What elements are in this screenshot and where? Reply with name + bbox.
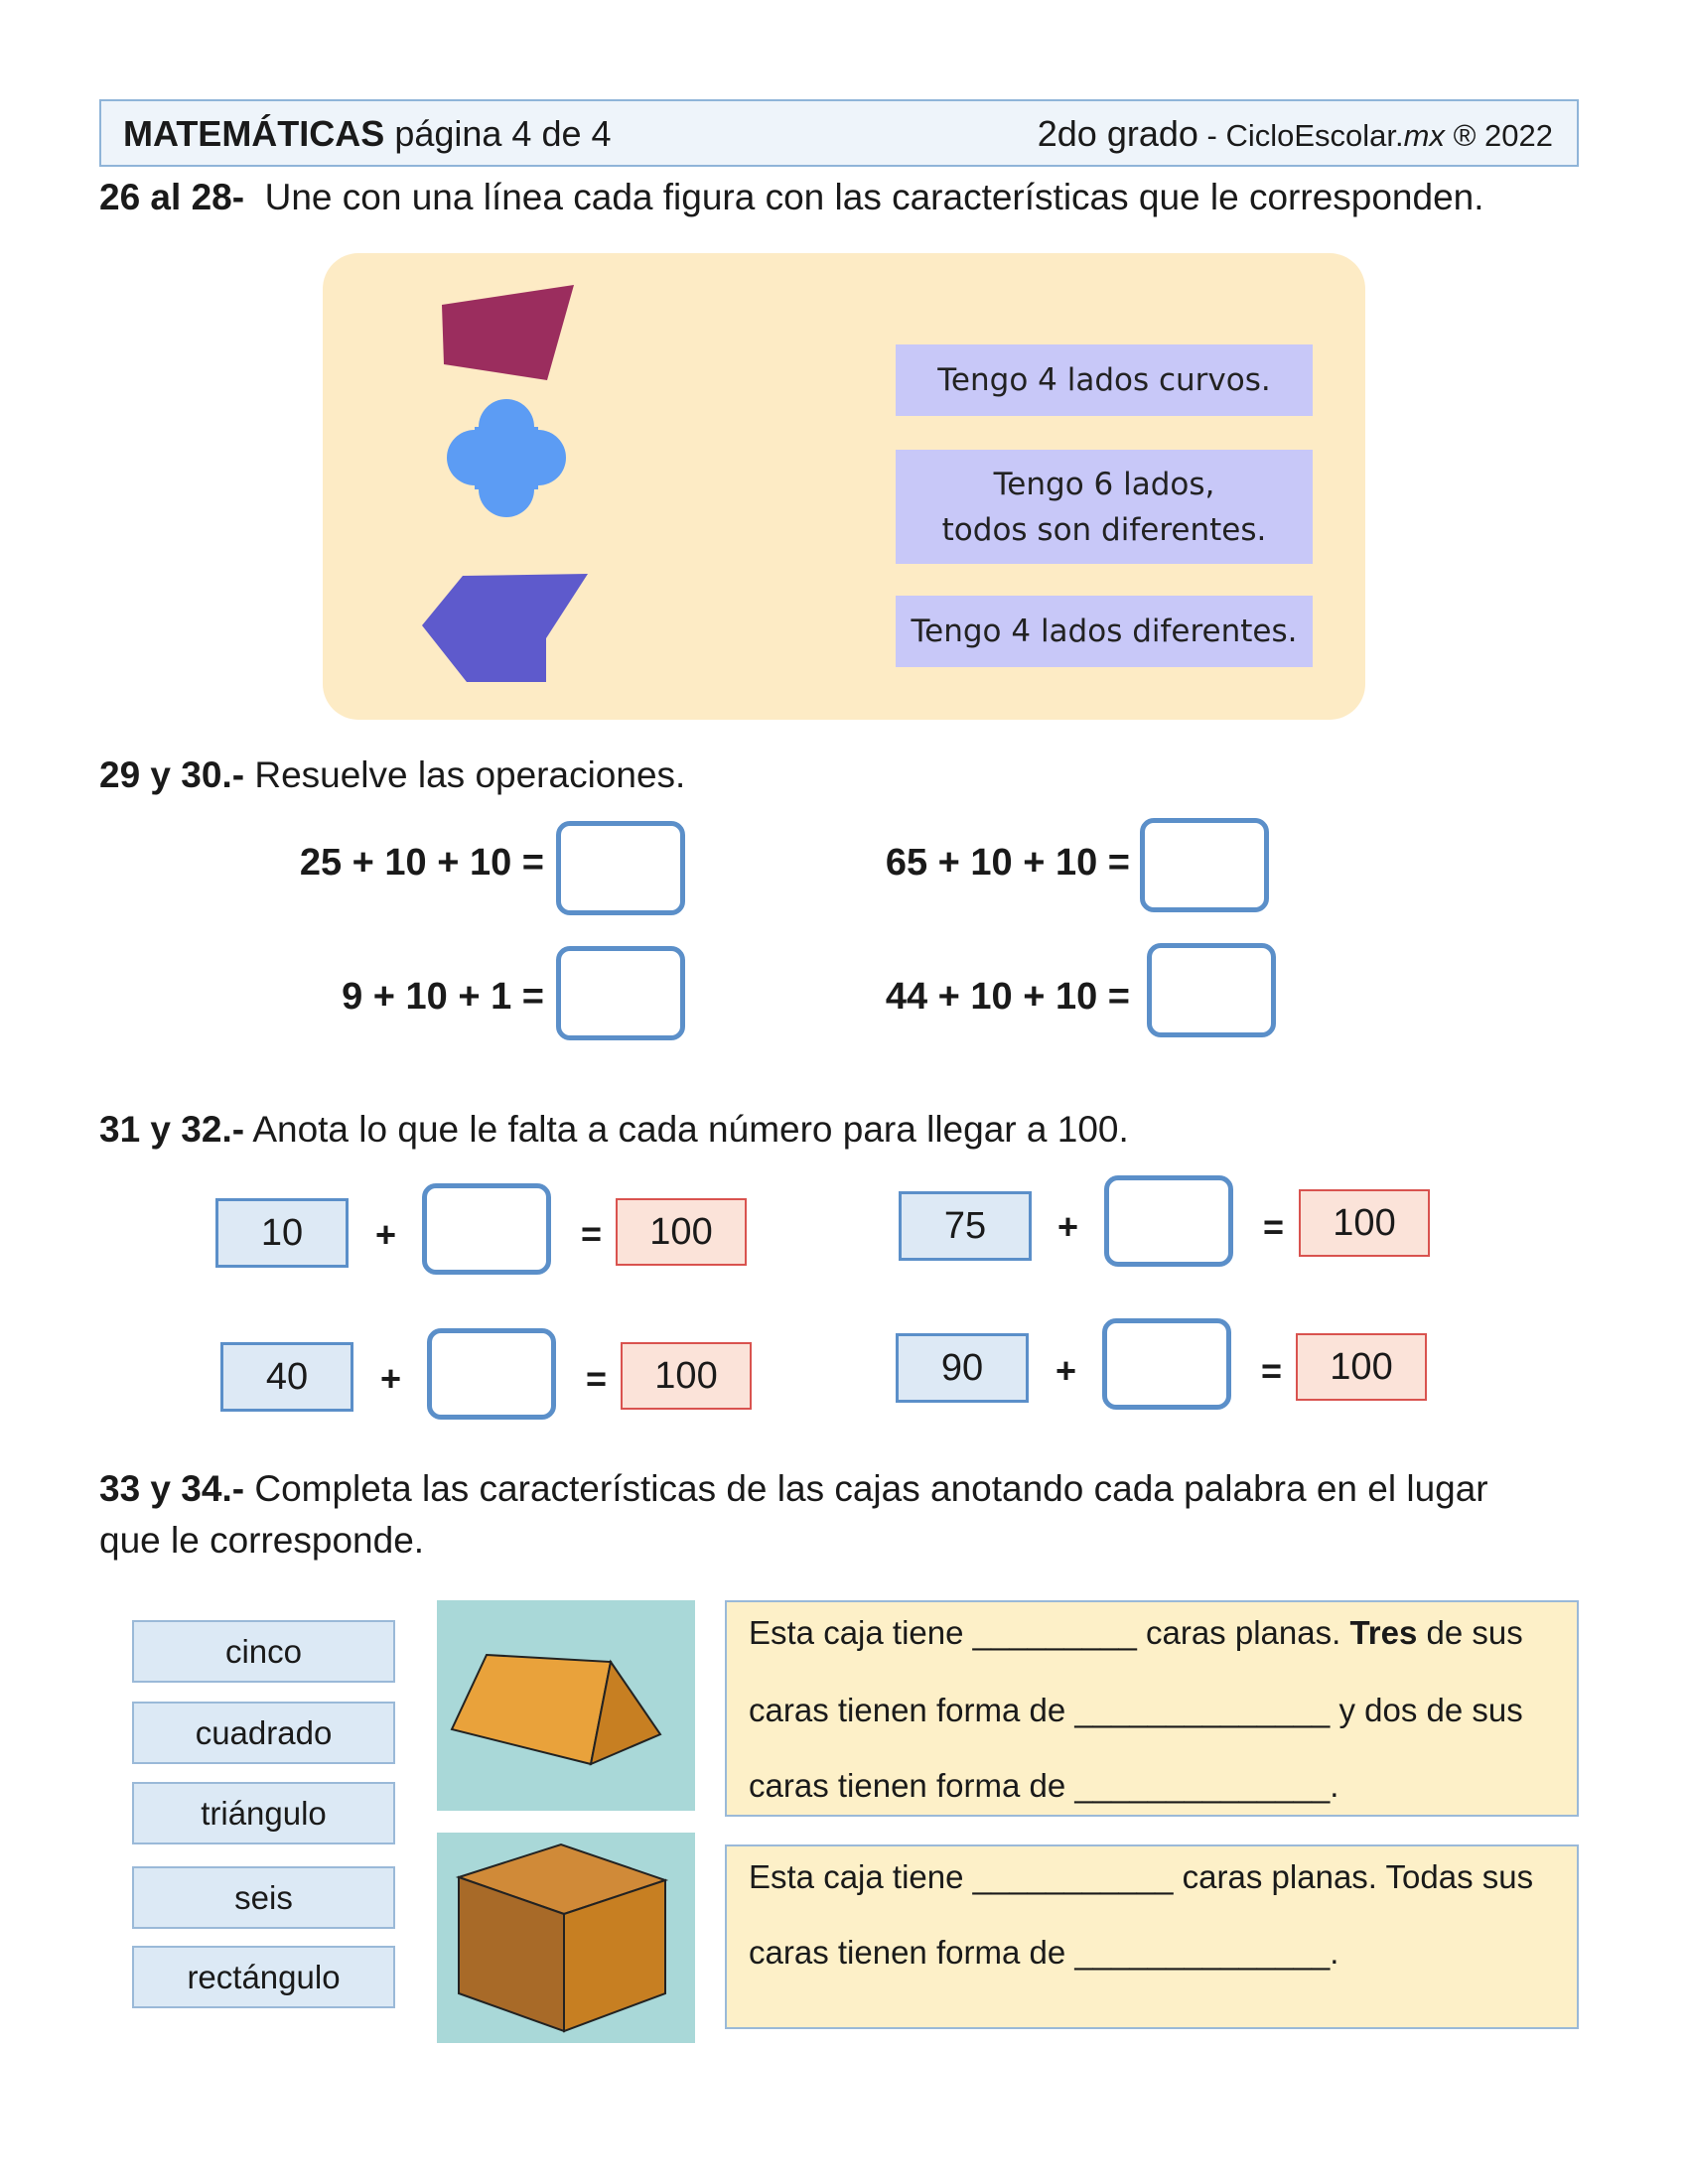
cube-drawing — [437, 1833, 695, 2043]
triangular-prism-drawing — [437, 1600, 695, 1811]
question-number: 29 y 30.- — [99, 754, 245, 795]
number-box: 75 — [899, 1191, 1032, 1261]
question-text-line1: Completa las características de las cajas anotando cada palabra en el lugar — [254, 1468, 1488, 1509]
total-box: 100 — [1299, 1189, 1430, 1257]
word-card[interactable]: seis — [132, 1866, 395, 1929]
plus-sign: + — [1055, 1350, 1077, 1391]
card-six-sides — [896, 450, 1313, 564]
fill-box-cube — [725, 1844, 1579, 2029]
pentagon-shape — [422, 574, 588, 682]
answer-box[interactable] — [556, 946, 685, 1040]
copyright-year: ® 2022 — [1444, 118, 1553, 153]
shapes-panel — [323, 253, 1365, 720]
number-box: 90 — [896, 1333, 1029, 1403]
card-text-line1: Tengo 6 lados, — [993, 466, 1215, 502]
fill-bold-text: Tres — [1349, 1614, 1418, 1651]
missing-number-box[interactable] — [1104, 1175, 1233, 1267]
fill-line-2: caras tienen forma de ______________ y dos de sus — [749, 1692, 1523, 1728]
shapes-drawing — [323, 253, 621, 720]
equals-sign: = — [586, 1358, 608, 1399]
subject-title: MATEMÁTICAS — [123, 113, 385, 154]
answer-box[interactable] — [1140, 818, 1269, 912]
total-box: 100 — [616, 1198, 747, 1266]
fill-text: Esta caja tiene _________ caras planas. — [749, 1614, 1350, 1651]
quadrilateral-shape — [442, 285, 574, 380]
word-card[interactable]: cinco — [132, 1620, 395, 1683]
site-name: CicloEscolar. — [1225, 118, 1404, 153]
word-card[interactable]: triángulo — [132, 1782, 395, 1844]
word-card[interactable]: rectángulo — [132, 1946, 395, 2008]
operation-3: 9 + 10 + 1 = — [342, 976, 544, 1018]
page-header — [99, 99, 1579, 167]
question-text: Resuelve las operaciones. — [254, 754, 686, 795]
page-indicator: página 4 de 4 — [394, 113, 612, 154]
question-number: 33 y 34.- — [99, 1468, 245, 1509]
card-four-different-sides — [896, 596, 1313, 667]
question-26-28 — [99, 177, 1484, 218]
equals-sign: = — [581, 1213, 603, 1254]
fill-line-1: Esta caja tiene ___________ caras planas. Todas sus — [749, 1858, 1534, 1895]
question-31-32 — [99, 1109, 1129, 1151]
operation-1: 25 + 10 + 10 = — [299, 842, 544, 884]
equals-sign: = — [1261, 1350, 1283, 1391]
card-text-line2: todos son diferentes. — [941, 511, 1267, 548]
grade-label: 2do grado — [1037, 113, 1198, 154]
missing-number-box[interactable] — [427, 1328, 556, 1420]
flower-shape — [447, 399, 566, 517]
question-29-30 — [99, 754, 685, 796]
header-left — [123, 113, 612, 155]
header-right — [1038, 113, 1553, 155]
missing-number-box[interactable] — [422, 1183, 551, 1275]
triangular-prism-image — [437, 1600, 695, 1811]
question-number: 31 y 32.- — [99, 1109, 245, 1150]
answer-box[interactable] — [556, 821, 685, 915]
question-text-line2: que le corresponde. — [99, 1520, 425, 1561]
total-box: 100 — [1296, 1333, 1427, 1401]
question-33-34 — [99, 1463, 1488, 1567]
plus-sign: + — [380, 1358, 402, 1399]
site-tld: mx — [1403, 118, 1445, 153]
operation-4: 44 + 10 + 10 = — [885, 976, 1130, 1018]
question-text: Anota lo que le falta a cada número para llegar a 100. — [252, 1109, 1129, 1150]
fill-box-prism — [725, 1600, 1579, 1817]
number-box: 40 — [220, 1342, 353, 1412]
fill-text: de sus — [1417, 1614, 1523, 1651]
question-text: Une con una línea cada figura con las características que le corresponden. — [264, 177, 1484, 217]
fill-line-2: caras tienen forma de ______________. — [749, 1934, 1339, 1971]
missing-number-box[interactable] — [1102, 1318, 1231, 1410]
question-number: 26 al 28- — [99, 177, 245, 217]
fill-line-1 — [749, 1614, 1523, 1652]
number-box: 10 — [215, 1198, 349, 1268]
operation-2: 65 + 10 + 10 = — [885, 842, 1130, 884]
plus-sign: + — [1057, 1206, 1079, 1247]
cube-image — [437, 1833, 695, 2043]
card-text: Tengo 4 lados diferentes. — [911, 614, 1298, 649]
word-card[interactable]: cuadrado — [132, 1702, 395, 1764]
card-text: Tengo 4 lados curvos. — [937, 362, 1271, 398]
fill-line-3: caras tienen forma de ______________. — [749, 1767, 1339, 1804]
header-separator: - — [1197, 118, 1226, 153]
card-curved-sides — [896, 344, 1313, 416]
answer-box[interactable] — [1147, 943, 1276, 1037]
total-box: 100 — [621, 1342, 752, 1410]
equals-sign: = — [1263, 1206, 1285, 1247]
plus-sign: + — [375, 1214, 397, 1255]
